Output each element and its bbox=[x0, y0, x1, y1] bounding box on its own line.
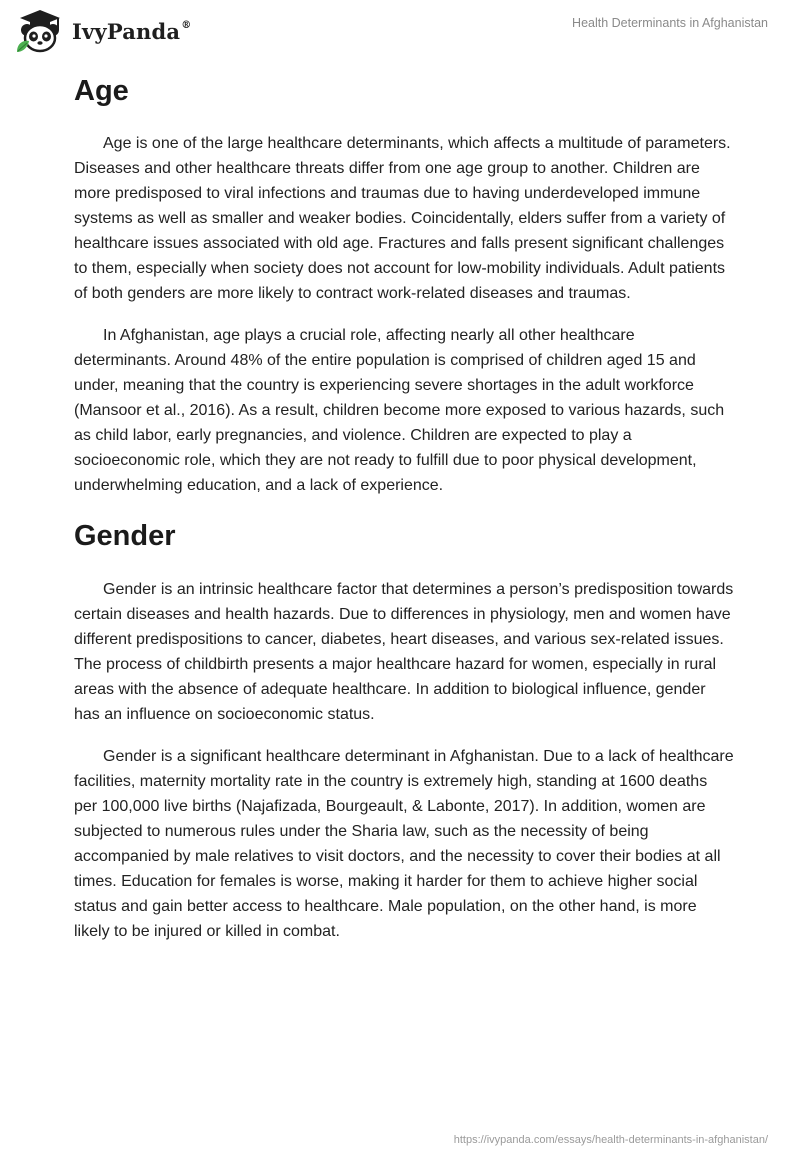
section-heading-age: Age bbox=[74, 75, 129, 107]
ivypanda-logo[interactable] bbox=[14, 8, 191, 54]
source-url[interactable]: https://ivypanda.com/essays/health-determinants-in-afghanistan/ bbox=[453, 1134, 768, 1146]
page-header bbox=[0, 0, 800, 64]
section-heading-gender: Gender bbox=[74, 520, 176, 552]
registered-mark: ® bbox=[181, 19, 192, 31]
section-gender bbox=[74, 515, 734, 944]
paragraph: Age is one of the large healthcare determinants, which affects a multitude of parameters. Diseases and other healthcare threats differ from one age group to another. Children are more predisposed to viral infections and traumas due to having underdeveloped immune systems as well as smaller and weaker bodies. Coincidentally, elders suffer from a variety of healthcare issues associated with old age. Fractures and falls present significant challenges to them, especially when society does not account for low-mobility individuals. Adult patients of both genders are more likely to contract work-related diseases and traumas. bbox=[74, 135, 731, 302]
paragraph: Gender is a significant healthcare determinant in Afghanistan. Due to a lack of healthcare facilities, maternity mortality rate in the country is extremely high, standing at 1600 deaths per 100,000 live births (Najafizada, Bourgeault, & Labonte, 2017). In addition, women are subjected to numerous rules under the Sharia law, such as the necessity of being accompanied by male relatives to visit doctors, and the necessity to cover their bodies at all times. Education for females is worse, making it harder for them to achieve higher social status and gain better access to healthcare. Male population, on the other hand, is more likely to be injured or killed in combat. bbox=[74, 748, 734, 940]
panda-graduate-icon bbox=[14, 8, 66, 54]
essay-body bbox=[74, 70, 734, 961]
paragraph: Gender is an intrinsic healthcare factor that determines a person’s predisposition towards certain diseases and health hazards. Due to differences in physiology, men and women have different predispositions to cancer, diabetes, heart diseases, and various sex-related issues. The process of childbirth presents a major healthcare hazard for women, especially in rural areas with the absence of adequate healthcare. In addition to biological influence, gender has an influence on socioeconomic status. bbox=[74, 581, 734, 723]
paragraph: In Afghanistan, age plays a crucial role, affecting nearly all other healthcare determinants. Around 48% of the entire population is comprised of children aged 15 and under, meaning that the country is experiencing severe shortages in the adult workforce (Mansoor et al., 2016). As a result, children become more exposed to various hazards, such as child labor, early pregnancies, and violence. Children are expected to play a socioeconomic role, which they are not ready to fulfill due to poor physical development, underwhelming education, and a lack of experience. bbox=[74, 327, 725, 494]
document-title: Health Determinants in Afghanistan bbox=[572, 16, 768, 30]
brand-name: IvyPanda® bbox=[72, 18, 192, 44]
section-age bbox=[74, 70, 734, 498]
